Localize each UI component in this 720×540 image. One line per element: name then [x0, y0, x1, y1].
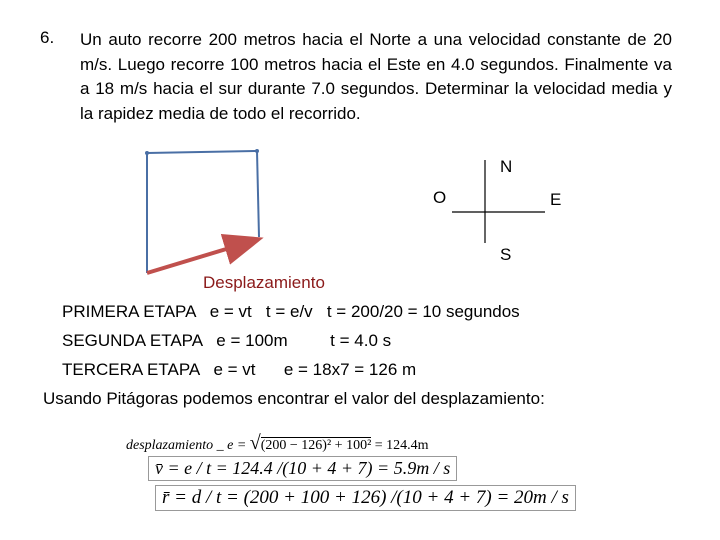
path-south-leg: [257, 151, 259, 237]
pythagoras-line: Usando Pitágoras podemos encontrar el valor del desplazamiento:: [43, 389, 545, 408]
compass-north-label: N: [500, 157, 513, 176]
displacement-formula-label: desplazamiento _ e =: [126, 438, 247, 453]
displacement-heading: Desplazamiento: [203, 273, 325, 292]
compass-west-label: O: [433, 188, 447, 207]
compass-east-label: E: [550, 190, 562, 209]
displacement-formula: desplazamiento _ e = √(200 − 126)² + 100² = 124.4m: [126, 432, 429, 454]
displacement-arrow: [147, 240, 256, 273]
compass-south-label: S: [500, 245, 512, 264]
speed-formula: r̄ = d / t = (200 + 100 + 126) /(10 + 4 + 7) = 20m / s: [155, 485, 576, 511]
path-east-leg: [147, 151, 257, 153]
stage-three-line: TERCERA ETAPA e = vt e = 18x7 = 126 m: [62, 360, 417, 379]
displacement-formula-radicand: (200 − 126)² + 100²: [260, 438, 372, 453]
displacement-formula-result: = 124.4m: [374, 438, 429, 453]
stage-two-line: SEGUNDA ETAPA e = 100m t = 4.0 s: [62, 331, 392, 350]
stage-one-line: PRIMERA ETAPA e = vt t = e/v t = 200/20 = 10 segundos: [62, 302, 520, 321]
velocity-formula: v̄ = e / t = 124.4 /(10 + 4 + 7) = 5.9m / s: [148, 456, 457, 481]
problem-statement: Un auto recorre 200 metros hacia el Norte a una velocidad constante de 20 m/s. Luego recorre 100 metros hacia el Este en 4.0 segundos. Finalmente va a 18 m/s hacia el sur durante 7.0 segundos. Determinar la velocidad media y la rapidez media de todo el recorrido.: [80, 30, 672, 123]
problem-number: 6.: [40, 28, 55, 47]
